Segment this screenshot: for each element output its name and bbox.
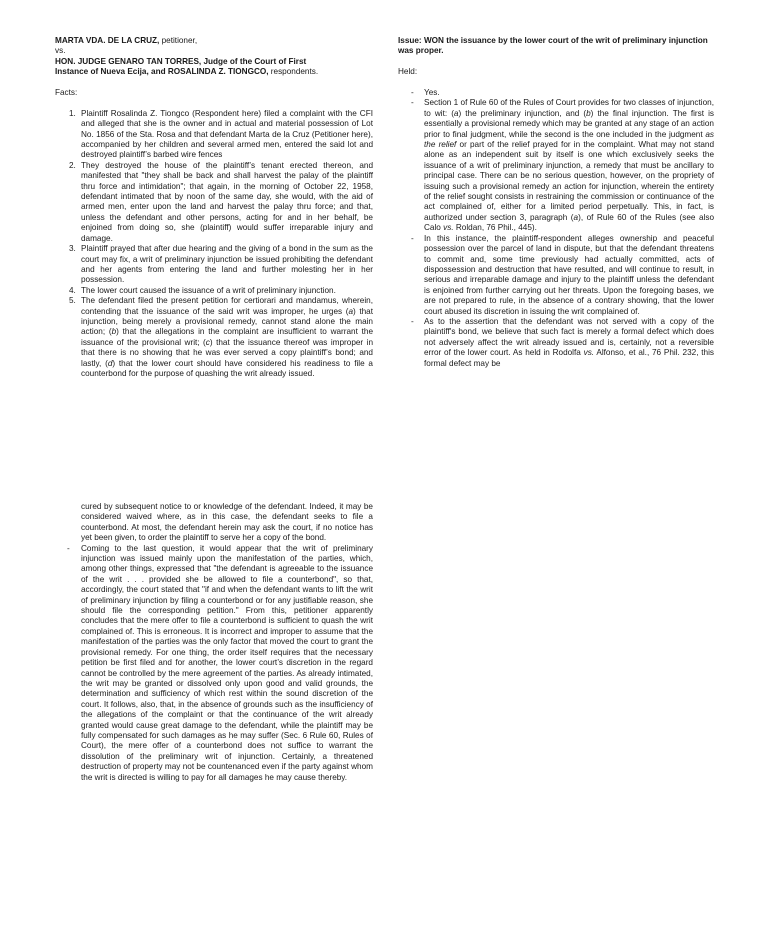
dash-bullet: - <box>411 88 414 97</box>
fact-number: 2. <box>69 160 76 170</box>
fact-item <box>55 109 373 161</box>
fact-item <box>55 296 373 379</box>
dash-bullet: - <box>67 543 70 553</box>
held-text: Section 1 of Rule 60 of the Rules of Court provides for two classes of injunction, to wit: (a) the preliminary injunction, and (b) the final injunction. The first is essentially a provisional remedy which may be granted at any stage of an action prior to final judgment, while the second is the one included in the judgment as the relief or part of the relief prayed for in the complaint. What may not stand alone as an independent suit by itself is one which exclusively seeks the issuance of a writ of preliminary injunction, a remedy that must be ancillary to principal case. There can be no serious question, however, on the propriety of issuing such a provisional remedy an action for injunction, wherein the entirety of the relief sought consists in restraining the commission or continuance of the act complained of, either for a limited period perpetually. This, in fact, is authorized under section 3, paragraph (a), of Rule 60 of the Rules (see also Calo vs. Roldan, 76 Phil., 445). <box>424 98 714 233</box>
dash-bullet: - <box>411 98 414 108</box>
held-item <box>398 88 714 98</box>
dash-bullet: - <box>411 233 414 243</box>
respondent-line-2 <box>55 67 373 77</box>
held-text: In this instance, the plaintiff-respondent alleges ownership and peaceful possession over the parcel of land in dispute, but that the defendant threatens to commit and, some time previously had actually committed, acts of dispossession and destruction that have resulted, and will continue to result, in serious and irreparable damage and injury to the plaintiff unless the defendant is enjoined from further carrying out her threats. Upon the foregoing bases, we are not prepared to rule, in the absence of a contrary showing, that the lower court abused its discretion in issuing the writ complained of. <box>424 233 714 316</box>
petitioner-line <box>55 36 373 46</box>
fact-item <box>55 286 373 296</box>
continuation-column <box>67 502 373 783</box>
fact-text: Plaintiff Rosalinda Z. Tiongco (Respondent here) filed a complaint with the CFI and alleged that she is the owner and in actual and material possession of Lot No. 1856 of the Sta. Rosa and that defendant Marta de la Cruz (Petitioner here), accompanied by her children and several armed men, entered the said lot and destroyed plaintiff’s barbed wire fences <box>81 108 373 160</box>
respondent-names: Instance of Nueva Ecija, and ROSALINDA Z. TIONGCO, <box>55 67 269 77</box>
dash-bullet: - <box>411 316 414 326</box>
fact-number: 3. <box>69 244 76 254</box>
facts-list <box>55 109 373 380</box>
held-text: Yes. <box>424 88 440 97</box>
continuation-item <box>67 544 373 783</box>
right-column <box>398 36 714 369</box>
case-caption <box>55 36 373 78</box>
held-heading: Held: <box>398 67 418 77</box>
held-item <box>398 317 714 369</box>
fact-text: The defendant filed the present petition for certiorari and mandamus, wherein, contending that the issuance of the said writ was improper, he urges (a) that injunction, being merely a provisional remedy, cannot stand alone the main action; (b) that the allegations in the complaint are insufficient to warrant the issuance of the provisional writ; (c) that the issuance thereof was improper in that there is no showing that he was ever served a copy plaintiff’s bond; and lastly, (d) that the lower court should have considered his readiness to file a counterbond for the purpose of quashing the writ already issued. <box>81 296 374 378</box>
continuation-list <box>67 544 373 783</box>
fact-number: 4. <box>69 285 76 295</box>
left-column <box>55 36 373 379</box>
facts-heading: Facts: <box>55 88 78 98</box>
fact-number: 5. <box>69 296 76 306</box>
petitioner-role: petitioner, <box>159 36 198 45</box>
fact-number: 1. <box>69 108 76 118</box>
fact-item <box>55 161 373 244</box>
held-list <box>398 88 714 369</box>
held-item <box>398 234 714 317</box>
continuation-paragraph: cured by subsequent notice to or knowledge of the defendant. Indeed, it may be considered waived where, as in this case, the defendant seeks to file a counterbond. At most, the defendant herein may ask the court, if no notice has yet been given, to order the plaintiff to serve her a copy of the bond. <box>81 502 373 543</box>
issue-statement: Issue: WON the issuance by the lower court of the writ of preliminary injunction was proper. <box>398 36 708 56</box>
respondent-role: respondents. <box>268 67 319 77</box>
fact-text: The lower court caused the issuance of a writ of preliminary injunction. <box>81 285 336 295</box>
respondent-line-1: HON. JUDGE GENARO TAN TORRES, Judge of the Court of First <box>55 56 307 66</box>
fact-text: They destroyed the house of the plaintiff’s tenant erected thereon, and manifested that "they shall be back and shall harvest the palay of the plaintiff thru force and intimidation"; that again, in the morning of October 22, 1958, defendant intimated that by noon of the same day, she would, with the aid of armed men, enter upon the land and harvest the palay thru force; and that, unless the defendant and other persons, acting for and in her behalf, be enjoined from doing so, she (plaintiff) would suffer irreparable injury and damage. <box>81 160 373 243</box>
fact-item <box>55 244 373 286</box>
continuation-text: Coming to the last question, it would appear that the writ of preliminary injunction was issued mainly upon the manifestation of the parties, which, among other things, expressed that "the defendant is agreeable to the issuance of the writ . . . provided she be allowed to file a counterbond", so that, accordingly, the court stated that "if and when the defendant wants to lift the writ of preliminary injunction by filing a counterbond or for any justifiable reason, she should file the corresponding petition." From this, petitioner apparently concludes that the mere offer to file a counterbond is sufficient to quash the writ complained of. This is erroneous. It is incorrect and improper to assume that the manifestation of the parties was the only factor that moved the court to grant the provisional remedy. For one thing, the order itself requires that the necessary petition be first filed and for another, the lower court’s discretion in the regard cannot be controlled by the mere agreement of the parties. As already intimated, the writ may be granted or dissolved only upon good and valid grounds, the determination and sufficiency of which rest within the sound discretion of the court. It follows, also, that, in the absence of grounds such as the insufficiency of the allegations of the complaint or that the continuance of the writ already granted would cause great damage to the defendant, while the plaintiff may be fully compensated for such damages as he may suffer (Sec. 6 Rule 60, Rules of Court), the mere offer of a counterbond does not suffice to warrant the dissolution of the preliminary writ of injunction. Certainly, a threatened destruction of property may not be countenanced even if the party against whom the writ is directed is willing to pay for all damages he may cause thereby. <box>81 543 373 782</box>
petitioner-name: MARTA VDA. DE LA CRUZ, <box>55 36 160 45</box>
held-item <box>398 98 714 233</box>
fact-text: Plaintiff prayed that after due hearing and the giving of a bond in the sum as the court may fix, a writ of preliminary injunction be issued prohibiting the defendant and her agents from entering the land and further molesting her in her possession. <box>81 244 373 285</box>
held-text: As to the assertion that the defendant was not served with a copy of the plaintiff's bond, we believe that such fact is merely a formal defect which does not adversely affect the writ already issued and is, certainly, not a reversible error of the lower court. As held in Rodolfa vs. Alfonso, et al., 76 Phil. 232, this formal defect may be <box>424 316 715 368</box>
versus-label: vs. <box>55 46 66 56</box>
